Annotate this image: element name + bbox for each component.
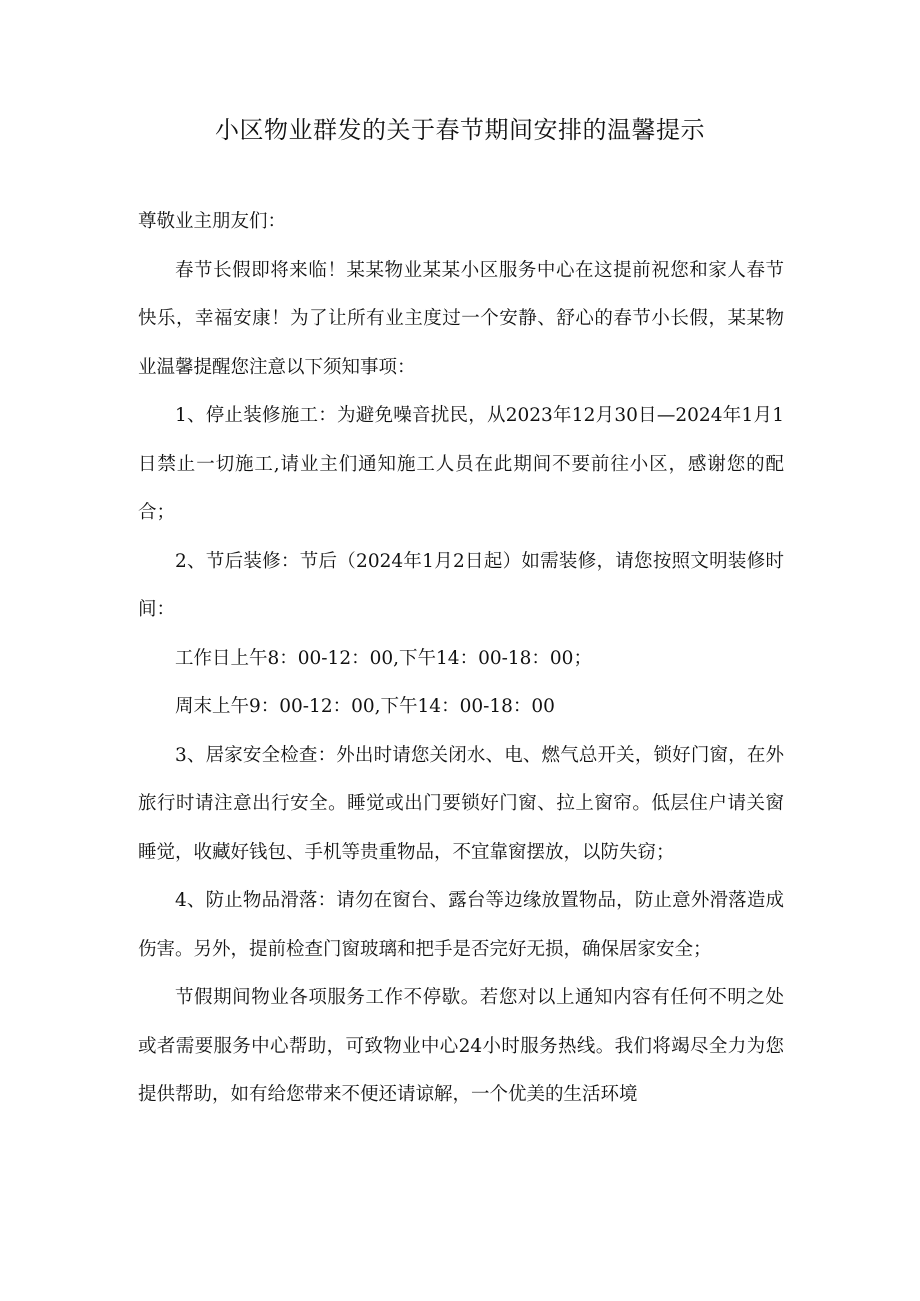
paragraph-item-4: 4、防止物品滑落：请勿在窗台、露台等边缘放置物品，防止意外滑落造成伤害。另外，提前检查门窗玻璃和把手是否完好无损，确保居家安全；	[138, 890, 784, 960]
document-title: 小区物业群发的关于春节期间安排的温馨提示	[215, 116, 705, 144]
paragraph-weekday-hours: 工作日上午8：00-12：00,下午14：00-18：00；	[175, 647, 592, 669]
paragraph-item-3: 3、居家安全检查：外出时请您关闭水、电、燃气总开关，锁好门窗，在外旅行时请注意出行安全。睡觉或出门要锁好门窗、拉上窗帘。低层住户请关窗睡觉，收藏好钱包、手机等贵重物品，不宜靠窗摆放，以防失窃；	[138, 744, 784, 863]
paragraph-item-1: 1、停止装修施工：为避免噪音扰民，从2023年12月30日—2024年1月1日禁止一切施工,请业主们通知施工人员在此期间不要前往小区，感谢您的配合；	[138, 405, 784, 523]
paragraph-item-2: 2、节后装修：节后（2024年1月2日起）如需装修，请您按照文明装修时间：	[138, 550, 784, 620]
greeting: 尊敬业主朋友们：	[138, 211, 287, 232]
document-body	[138, 198, 784, 1120]
paragraph-intro: 春节长假即将来临！某某物业某某小区服务中心在这提前祝您和家人春节快乐，幸福安康！为了让所有业主度过一个安静、舒心的春节小长假，某某物业温馨提醒您注意以下须知事项：	[138, 259, 784, 378]
paragraph-closing: 节假期间物业各项服务工作不停歇。若您对以上通知内容有任何不明之处或者需要服务中心帮助，可致物业中心24小时服务热线。我们将竭尽全力为您提供帮助，如有给您带来不便还请谅解，一个优美的生活环境	[138, 987, 784, 1105]
paragraph-weekend-hours: 周末上午9：00-12：00,下午14：00-18：00	[175, 696, 555, 717]
